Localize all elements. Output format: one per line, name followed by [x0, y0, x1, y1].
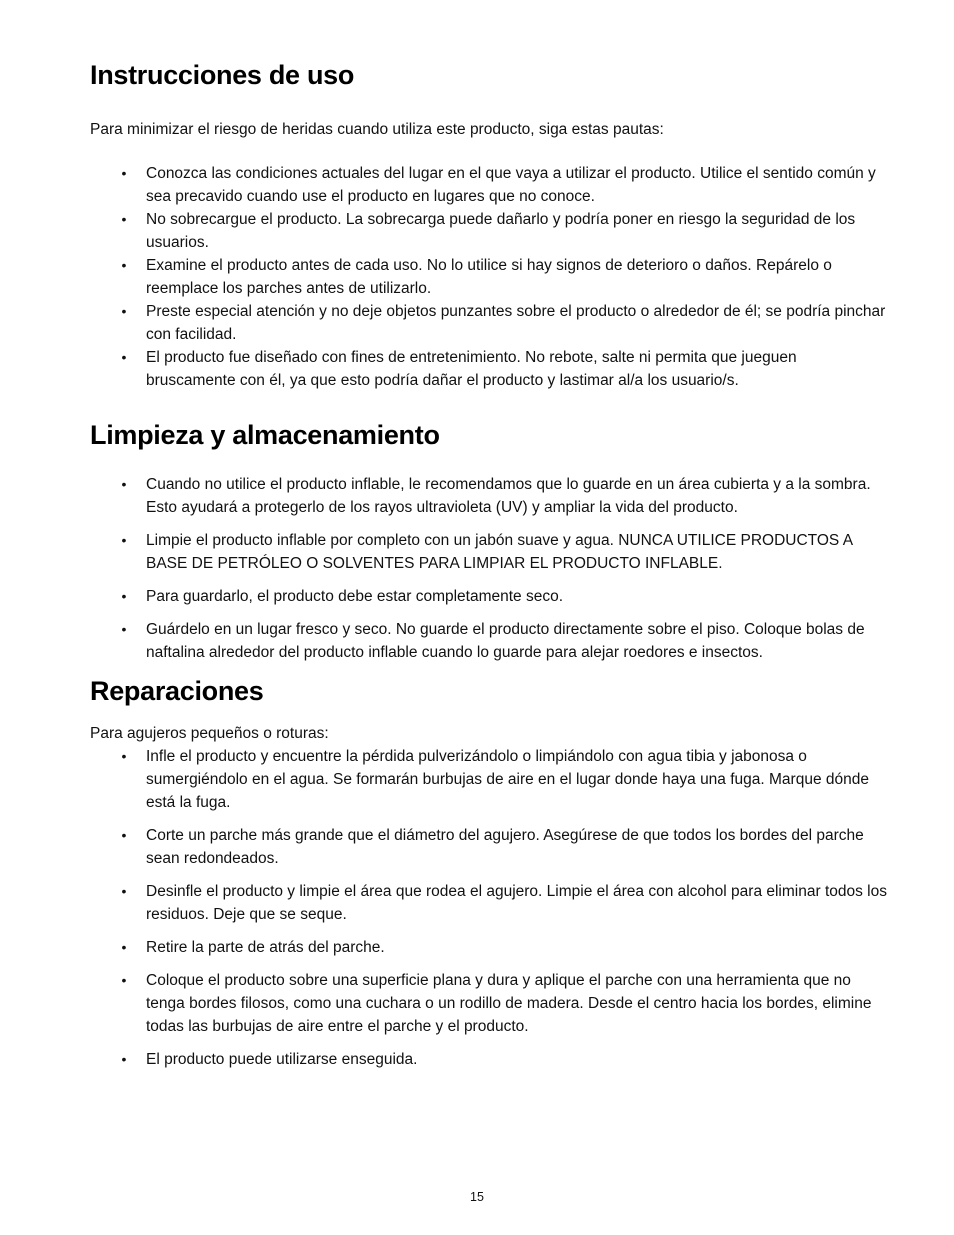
section-title-limpieza: Limpieza y almacenamiento: [90, 420, 440, 450]
list-item: [90, 300, 890, 346]
list-item-text: Corte un parche más grande que el diámetro del agujero. Asegúrese de que todos los bordes del parche sean redondeados.: [146, 827, 864, 867]
list-item-text: Conozca las condiciones actuales del lugar en el que vaya a utilizar el producto. Utilice el sentido común y sea precavido cuando use el producto en lugares que no conoce.: [146, 165, 876, 205]
bullet-icon: •: [121, 588, 127, 604]
list-item-text: El producto fue diseñado con fines de entretenimiento. No rebote, salte ni permita que jueguen bruscamente con él, ya que esto podría dañar el producto y lastimar al/a los usuario/s.: [146, 349, 797, 389]
list-item-text: Guárdelo en un lugar fresco y seco. No guarde el producto directamente sobre el piso. Coloque bolas de naftalina alrededor del producto inflable cuando lo guarde para alejar roedores e insectos.: [146, 621, 865, 661]
list-item: [90, 162, 890, 208]
bullet-icon: •: [121, 349, 127, 365]
list-item: [90, 824, 890, 870]
bullet-icon: •: [121, 748, 127, 764]
bullet-icon: •: [121, 972, 127, 988]
bullet-icon: •: [121, 939, 127, 955]
page-number: 15: [470, 1190, 484, 1204]
list-item-text: Retire la parte de atrás del parche.: [146, 939, 385, 956]
bullet-icon: •: [121, 827, 127, 843]
list-item-text: Coloque el producto sobre una superficie plana y dura y aplique el parche con una herramienta que no tenga bordes filosos, como una cuchara o un rodillo de madera. Desde el centro hacia los bordes, elimine todas las burbujas de aire entre el parche y el producto.: [146, 972, 872, 1035]
list-item-text: Cuando no utilice el producto inflable, le recomendamos que lo guarde en un área cubierta y a la sombra. Esto ayudará a protegerlo de los rayos ultravioleta (UV) y ampliar la vida del producto.: [146, 476, 871, 516]
list-item: [90, 529, 890, 575]
list-item: [90, 936, 890, 959]
list-item: [90, 254, 890, 300]
list-item: [90, 969, 890, 1038]
list-item: [90, 346, 890, 392]
list-item-text: El producto puede utilizarse enseguida.: [146, 1051, 418, 1068]
bullet-icon: •: [121, 1051, 127, 1067]
list-item-text: Infle el producto y encuentre la pérdida pulverizándolo o limpiándolo con agua tibia y jabonosa o sumergiéndolo en el agua. Se formarán burbujas de aire en el lugar donde haya una fuga. Marque dónde está la fuga.: [146, 748, 869, 811]
section-title-instrucciones: Instrucciones de uso: [90, 60, 355, 90]
bullet-icon: •: [121, 303, 127, 319]
bullet-icon: •: [121, 165, 127, 181]
list-item-text: Desinfle el producto y limpie el área que rodea el agujero. Limpie el área con alcohol para eliminar todos los residuos. Deje que se seque.: [146, 883, 887, 923]
list-item-text: Examine el producto antes de cada uso. No lo utilice si hay signos de deterioro o daños. Repárelo o reemplace los parches antes de utilizarlo.: [146, 257, 832, 297]
list-item-text: Limpie el producto inflable por completo con un jabón suave y agua. NUNCA UTILICE PRODUCTOS A BASE DE PETRÓLEO O SOLVENTES PARA LIMPIAR EL PRODUCTO INFLABLE.: [146, 532, 853, 572]
bullet-icon: •: [121, 476, 127, 492]
list-item: [90, 585, 890, 608]
bullet-icon: •: [121, 211, 127, 227]
section-intro: Para agujeros pequeños o roturas:: [90, 725, 329, 742]
section-intro: Para minimizar el riesgo de heridas cuando utiliza este producto, siga estas pautas:: [90, 121, 664, 138]
section-title-reparaciones: Reparaciones: [90, 676, 264, 706]
list-item: [90, 880, 890, 926]
bullet-icon: •: [121, 532, 127, 548]
bullet-icon: •: [121, 257, 127, 273]
page-content: [90, 58, 890, 1081]
bullet-list-reparaciones: [90, 745, 890, 1071]
list-item-text: No sobrecargue el producto. La sobrecarga puede dañarlo y podría poner en riesgo la seguridad de los usuarios.: [146, 211, 856, 251]
bullet-list-instrucciones: [90, 162, 890, 392]
list-item: [90, 473, 890, 519]
bullet-icon: •: [121, 621, 127, 637]
list-item: [90, 745, 890, 814]
list-item: [90, 1048, 890, 1071]
bullet-icon: •: [121, 883, 127, 899]
list-item-text: Para guardarlo, el producto debe estar completamente seco.: [146, 588, 564, 605]
list-item: [90, 618, 890, 664]
list-item: [90, 208, 890, 254]
list-item-text: Preste especial atención y no deje objetos punzantes sobre el producto o alrededor de él; se podría pinchar con facilidad.: [146, 303, 886, 343]
bullet-list-limpieza: [90, 473, 890, 664]
